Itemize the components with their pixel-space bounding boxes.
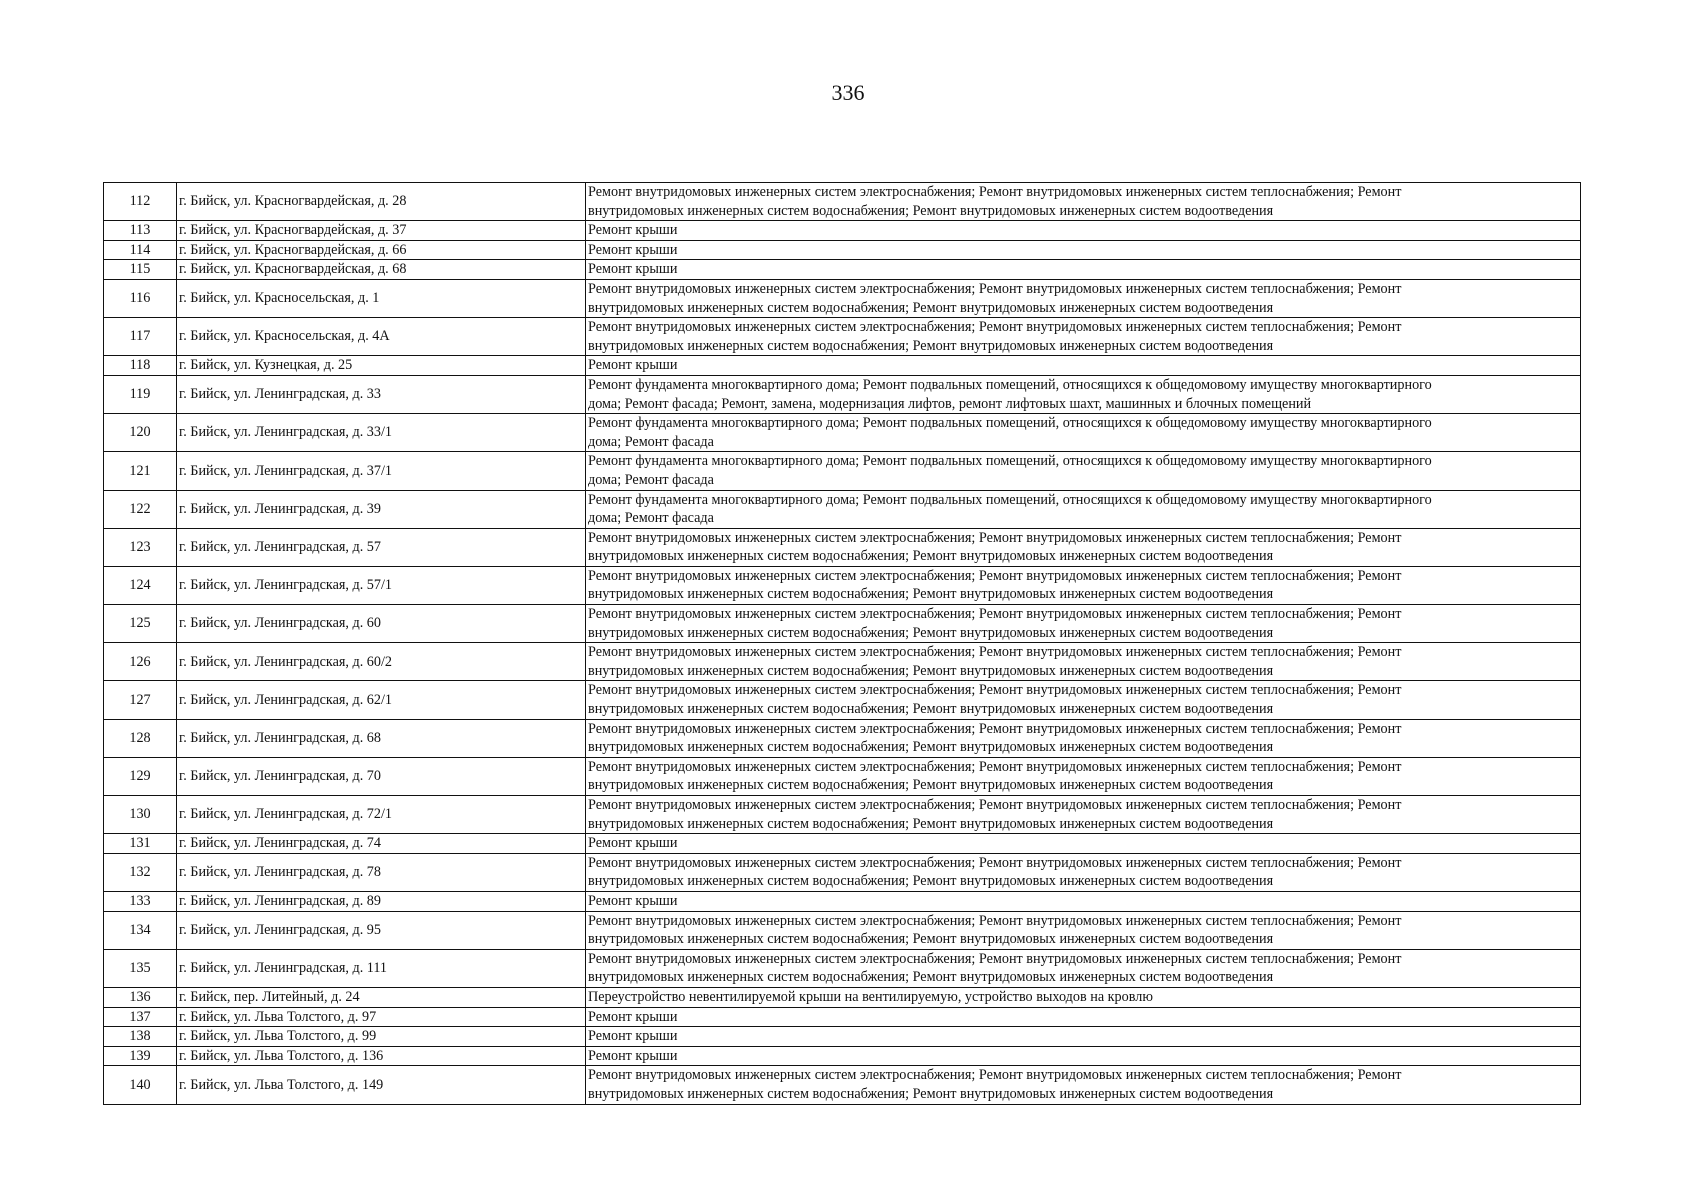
work-line: Ремонт крыши [588, 1028, 678, 1045]
work-line: Ремонт внутридомовых инженерных систем электроснабжения; Ремонт внутридомовых инженерных систем теплоснабжения; Ремонт [588, 567, 1402, 584]
work-line: внутридомовых инженерных систем водоснабжения; Ремонт внутридомовых инженерных систем водоотведения [588, 739, 1274, 756]
row-number: 120 [104, 414, 177, 452]
row-number: 123 [104, 528, 177, 566]
table-row [104, 240, 1581, 260]
row-number: 136 [104, 987, 177, 1007]
row-work-types [586, 1007, 1581, 1027]
row-number: 118 [104, 356, 177, 376]
work-line: Ремонт внутридомовых инженерных систем электроснабжения; Ремонт внутридомовых инженерных систем теплоснабжения; Ремонт [588, 319, 1402, 336]
work-line: Ремонт крыши [588, 1047, 678, 1064]
row-address: г. Бийск, ул. Красногвардейская, д. 66 [177, 240, 586, 260]
table-row [104, 452, 1581, 490]
work-line: Ремонт крыши [588, 261, 678, 278]
work-line: Ремонт внутридомовых инженерных систем электроснабжения; Ремонт внутридомовых инженерных систем теплоснабжения; Ремонт [588, 280, 1402, 297]
row-address: г. Бийск, ул. Льва Толстого, д. 149 [177, 1066, 586, 1104]
row-number: 131 [104, 834, 177, 854]
row-address: г. Бийск, ул. Красносельская, д. 1 [177, 279, 586, 317]
row-work-types [586, 987, 1581, 1007]
row-address: г. Бийск, ул. Ленинградская, д. 33/1 [177, 414, 586, 452]
work-line: Ремонт внутридомовых инженерных систем электроснабжения; Ремонт внутридомовых инженерных систем теплоснабжения; Ремонт [588, 720, 1402, 737]
row-address: г. Бийск, ул. Ленинградская, д. 62/1 [177, 681, 586, 719]
row-address: г. Бийск, ул. Ленинградская, д. 74 [177, 834, 586, 854]
work-line: дома; Ремонт фасада [588, 471, 714, 488]
row-work-types [586, 260, 1581, 280]
row-work-types [586, 183, 1581, 221]
work-line: Ремонт внутридомовых инженерных систем электроснабжения; Ремонт внутридомовых инженерных систем теплоснабжения; Ремонт [588, 758, 1402, 775]
work-line: Ремонт внутридомовых инженерных систем электроснабжения; Ремонт внутридомовых инженерных систем теплоснабжения; Ремонт [588, 950, 1402, 967]
row-number: 119 [104, 375, 177, 413]
work-line: Ремонт внутридомовых инженерных систем электроснабжения; Ремонт внутридомовых инженерных систем теплоснабжения; Ремонт [588, 854, 1402, 871]
row-number: 124 [104, 566, 177, 604]
table-row [104, 318, 1581, 356]
row-number: 138 [104, 1027, 177, 1047]
table-row [104, 1027, 1581, 1047]
row-work-types [586, 356, 1581, 376]
row-address: г. Бийск, ул. Красногвардейская, д. 28 [177, 183, 586, 221]
row-work-types [586, 566, 1581, 604]
row-work-types [586, 911, 1581, 949]
table-row [104, 279, 1581, 317]
row-number: 126 [104, 643, 177, 681]
row-number: 122 [104, 490, 177, 528]
row-number: 129 [104, 757, 177, 795]
row-work-types [586, 681, 1581, 719]
row-address: г. Бийск, ул. Красногвардейская, д. 68 [177, 260, 586, 280]
table-row [104, 605, 1581, 643]
table-row [104, 566, 1581, 604]
page-number: 336 [831, 80, 865, 105]
row-work-types [586, 375, 1581, 413]
row-number: 114 [104, 240, 177, 260]
row-number: 137 [104, 1007, 177, 1027]
work-line: внутридомовых инженерных систем водоснабжения; Ремонт внутридомовых инженерных систем водоотведения [588, 1085, 1274, 1102]
row-address: г. Бийск, ул. Ленинградская, д. 89 [177, 891, 586, 911]
table-row [104, 221, 1581, 241]
work-line: внутридомовых инженерных систем водоснабжения; Ремонт внутридомовых инженерных систем водоотведения [588, 815, 1274, 832]
work-line: внутридомовых инженерных систем водоснабжения; Ремонт внутридомовых инженерных систем водоотведения [588, 969, 1274, 986]
row-address: г. Бийск, ул. Ленинградская, д. 37/1 [177, 452, 586, 490]
work-line: внутридомовых инженерных систем водоснабжения; Ремонт внутридомовых инженерных систем водоотведения [588, 337, 1274, 354]
table-row [104, 375, 1581, 413]
table-row [104, 1007, 1581, 1027]
row-work-types [586, 605, 1581, 643]
table-row [104, 414, 1581, 452]
row-address: г. Бийск, ул. Красногвардейская, д. 37 [177, 221, 586, 241]
row-work-types [586, 221, 1581, 241]
table-row [104, 356, 1581, 376]
row-address: г. Бийск, ул. Льва Толстого, д. 97 [177, 1007, 586, 1027]
work-line: Ремонт внутридомовых инженерных систем электроснабжения; Ремонт внутридомовых инженерных систем теплоснабжения; Ремонт [588, 1067, 1402, 1084]
row-work-types [586, 891, 1581, 911]
row-number: 130 [104, 796, 177, 834]
work-line: внутридомовых инженерных систем водоснабжения; Ремонт внутридомовых инженерных систем водоотведения [588, 299, 1274, 316]
row-work-types [586, 1027, 1581, 1047]
work-line: Ремонт внутридомовых инженерных систем электроснабжения; Ремонт внутридомовых инженерных систем теплоснабжения; Ремонт [588, 682, 1402, 699]
work-line: внутридомовых инженерных систем водоснабжения; Ремонт внутридомовых инженерных систем водоотведения [588, 701, 1274, 718]
table-row [104, 853, 1581, 891]
row-work-types [586, 1046, 1581, 1066]
work-line: Ремонт крыши [588, 892, 678, 909]
work-line: Ремонт крыши [588, 241, 678, 258]
row-work-types [586, 490, 1581, 528]
work-line: дома; Ремонт фасада [588, 510, 714, 527]
work-line: Ремонт внутридомовых инженерных систем электроснабжения; Ремонт внутридомовых инженерных систем теплоснабжения; Ремонт [588, 797, 1402, 813]
row-work-types [586, 949, 1581, 987]
row-address: г. Бийск, ул. Ленинградская, д. 111 [177, 949, 586, 987]
row-number: 140 [104, 1066, 177, 1104]
row-number: 139 [104, 1046, 177, 1066]
row-work-types [586, 643, 1581, 681]
work-line: Ремонт крыши [588, 835, 678, 852]
row-address: г. Бийск, ул. Ленинградская, д. 95 [177, 911, 586, 949]
work-line: Ремонт фундамента многоквартирного дома; Ремонт подвальных помещений, относящихся к общедомовому имуществу многоквартирного [588, 376, 1432, 393]
row-address: г. Бийск, ул. Ленинградская, д. 72/1 [177, 796, 586, 834]
row-address: г. Бийск, ул. Ленинградская, д. 78 [177, 853, 586, 891]
row-address: г. Бийск, ул. Кузнецкая, д. 25 [177, 356, 586, 376]
row-work-types [586, 528, 1581, 566]
row-address: г. Бийск, ул. Ленинградская, д. 68 [177, 719, 586, 757]
work-line: Ремонт фундамента многоквартирного дома; Ремонт подвальных помещений, относящихся к общедомовому имуществу многоквартирного [588, 491, 1432, 508]
work-line: Ремонт фундамента многоквартирного дома; Ремонт подвальных помещений, относящихся к общедомовому имуществу многоквартирного [588, 415, 1432, 432]
table-row [104, 891, 1581, 911]
row-address: г. Бийск, пер. Литейный, д. 24 [177, 987, 586, 1007]
work-line: Ремонт крыши [588, 222, 678, 239]
row-work-types [586, 1066, 1581, 1104]
row-number: 125 [104, 605, 177, 643]
work-line: внутридомовых инженерных систем водоснабжения; Ремонт внутридомовых инженерных систем водоотведения [588, 662, 1274, 679]
row-number: 133 [104, 891, 177, 911]
row-work-types [586, 452, 1581, 490]
row-number: 128 [104, 719, 177, 757]
work-line: внутридомовых инженерных систем водоснабжения; Ремонт внутридомовых инженерных систем водоотведения [588, 624, 1274, 641]
table-row [104, 796, 1581, 834]
row-number: 117 [104, 318, 177, 356]
row-address: г. Бийск, ул. Ленинградская, д. 70 [177, 757, 586, 795]
row-number: 135 [104, 949, 177, 987]
table-row [104, 260, 1581, 280]
table-row [104, 987, 1581, 1007]
work-line: внутридомовых инженерных систем водоснабжения; Ремонт внутридомовых инженерных систем водоотведения [588, 777, 1274, 794]
row-work-types [586, 853, 1581, 891]
work-line: внутридомовых инженерных систем водоснабжения; Ремонт внутридомовых инженерных систем водоотведения [588, 548, 1274, 565]
table-row [104, 681, 1581, 719]
table-row [104, 719, 1581, 757]
work-line: внутридомовых инженерных систем водоснабжения; Ремонт внутридомовых инженерных систем водоотведения [588, 586, 1274, 603]
work-line: Ремонт фундамента многоквартирного дома; Ремонт подвальных помещений, относящихся к общедомовому имуществу многоквартирного [588, 453, 1432, 470]
work-line: внутридомовых инженерных систем водоснабжения; Ремонт внутридомовых инженерных систем водоотведения [588, 931, 1274, 948]
row-number: 127 [104, 681, 177, 719]
repair-registry-table [103, 182, 1581, 1105]
row-address: г. Бийск, ул. Льва Толстого, д. 99 [177, 1027, 586, 1047]
row-work-types [586, 757, 1581, 795]
registry-body [104, 183, 1581, 1105]
work-line: Ремонт внутридомовых инженерных систем электроснабжения; Ремонт внутридомовых инженерных систем теплоснабжения; Ремонт [588, 529, 1402, 546]
row-work-types [586, 719, 1581, 757]
work-line: Ремонт внутридомовых инженерных систем электроснабжения; Ремонт внутридомовых инженерных систем теплоснабжения; Ремонт [588, 912, 1402, 929]
table-row [104, 1066, 1581, 1104]
table-row [104, 490, 1581, 528]
row-address: г. Бийск, ул. Ленинградская, д. 57 [177, 528, 586, 566]
work-line: Ремонт крыши [588, 357, 678, 374]
table-row [104, 834, 1581, 854]
work-line: Ремонт крыши [588, 1008, 678, 1025]
row-address: г. Бийск, ул. Ленинградская, д. 33 [177, 375, 586, 413]
table-row [104, 643, 1581, 681]
row-work-types [586, 414, 1581, 452]
row-number: 116 [104, 279, 177, 317]
work-line: внутридомовых инженерных систем водоснабжения; Ремонт внутридомовых инженерных систем водоотведения [588, 873, 1274, 890]
row-address: г. Бийск, ул. Красносельская, д. 4А [177, 318, 586, 356]
row-work-types [586, 279, 1581, 317]
row-number: 112 [104, 183, 177, 221]
table-row [104, 949, 1581, 987]
work-line: Переустройство невентилируемой крыши на вентилируемую, устройство выходов на кровлю [588, 988, 1153, 1005]
row-work-types [586, 834, 1581, 854]
work-line: дома; Ремонт фасада [588, 433, 714, 450]
row-number: 132 [104, 853, 177, 891]
table-row [104, 183, 1581, 221]
row-number: 113 [104, 221, 177, 241]
work-line: Ремонт внутридомовых инженерных систем электроснабжения; Ремонт внутридомовых инженерных систем теплоснабжения; Ремонт [588, 184, 1402, 200]
row-address: г. Бийск, ул. Ленинградская, д. 60 [177, 605, 586, 643]
table-row [104, 757, 1581, 795]
table-row [104, 1046, 1581, 1066]
row-address: г. Бийск, ул. Льва Толстого, д. 136 [177, 1046, 586, 1066]
row-number: 121 [104, 452, 177, 490]
row-number: 115 [104, 260, 177, 280]
row-work-types [586, 240, 1581, 260]
row-address: г. Бийск, ул. Ленинградская, д. 60/2 [177, 643, 586, 681]
table-row [104, 911, 1581, 949]
work-line: внутридомовых инженерных систем водоснабжения; Ремонт внутридомовых инженерных систем водоотведения [588, 202, 1274, 219]
row-work-types [586, 318, 1581, 356]
row-work-types [586, 796, 1581, 834]
work-line: Ремонт внутридомовых инженерных систем электроснабжения; Ремонт внутридомовых инженерных систем теплоснабжения; Ремонт [588, 644, 1402, 661]
row-number: 134 [104, 911, 177, 949]
row-address: г. Бийск, ул. Ленинградская, д. 57/1 [177, 566, 586, 604]
row-address: г. Бийск, ул. Ленинградская, д. 39 [177, 490, 586, 528]
work-line: Ремонт внутридомовых инженерных систем электроснабжения; Ремонт внутридомовых инженерных систем теплоснабжения; Ремонт [588, 606, 1402, 623]
work-line: дома; Ремонт фасада; Ремонт, замена, модернизация лифтов, ремонт лифтовых шахт, машинных и блочных помещений [588, 395, 1312, 412]
table-row [104, 528, 1581, 566]
